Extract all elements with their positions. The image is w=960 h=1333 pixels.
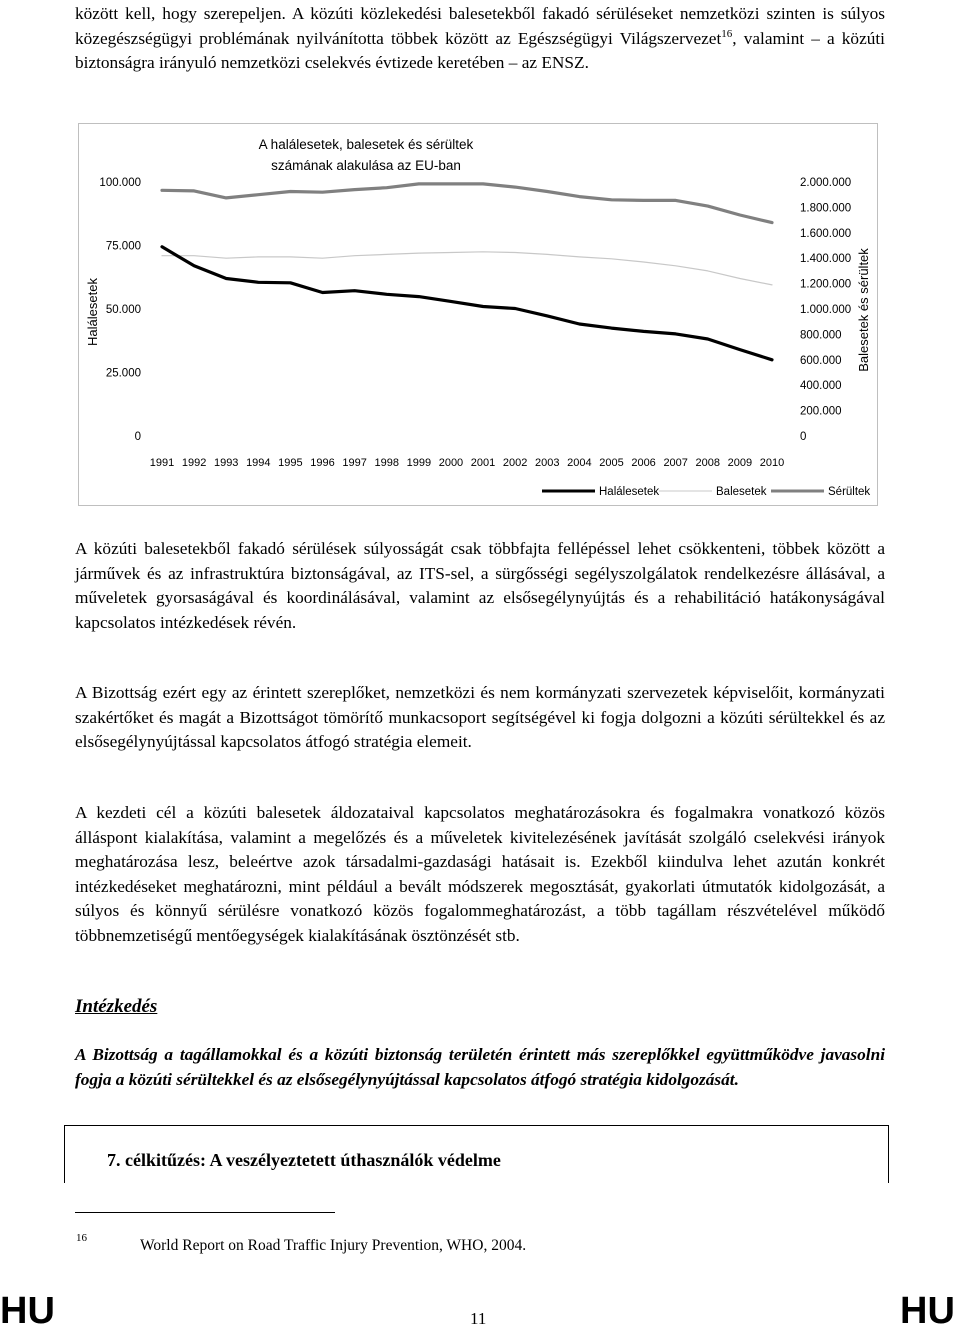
page-number: 11 (470, 1309, 487, 1328)
x-tick-label: 1993 (213, 457, 239, 469)
intro-text-2: , valamint – a közúti biztonságra irányuló nemzetközi cselekvés évtizede keretében – az ENSZ. (75, 28, 885, 72)
x-tick-label: 1992 (181, 457, 207, 469)
language-code-right: HU (900, 1290, 955, 1332)
x-tick-label: 2005 (599, 457, 624, 469)
x-tick-label: 2003 (535, 457, 560, 469)
series-line-balesetek (162, 252, 772, 285)
y-left-tick-label: 25.000 (105, 367, 141, 380)
y-left-tick-label: 50.000 (105, 304, 141, 316)
intro-text-1: között kell, hogy szerepeljen. A közúti közlekedési balesetekből fakadó sérüléseket nemzetközi szinten is súlyos közegészségügyi problémának nyilvánította többek között az Egészségügyi Világszervezet (75, 4, 885, 48)
intro-paragraph (75, 2, 885, 76)
x-tick-label: 1998 (374, 457, 399, 469)
x-tick-label: 2000 (438, 457, 464, 469)
x-tick-label: 1995 (278, 457, 303, 469)
y-left-tick-label: 100.000 (99, 177, 141, 189)
y-right-tick-label: 1.400.000 (800, 253, 852, 266)
footnote-reference[interactable]: 16 (721, 27, 733, 40)
accident-trend-chart (78, 123, 878, 506)
legend-label-halálesetek: Halálesetek (599, 486, 660, 498)
chart-title-line-2: számának alakulása az EU-ban (271, 158, 461, 173)
y-right-tick-label: 0 (800, 431, 807, 443)
y-right-tick-label: 1.600.000 (800, 227, 852, 240)
paragraph-commission-working-group: A Bizottság ezért egy az érintett szereplőket, nemzetközi és nem kormányzati szervezetek képviselőit, kormányzati szakértőket és magát a Bizottságot tömörítő munkacsoport segítségével ki fogja dolgozni a közúti sérültekkel és az elsősegélynyújtással kapcsolatos átfogó stratégia elemeit. (75, 683, 885, 751)
x-tick-label: 2004 (567, 457, 592, 469)
x-tick-label: 2007 (663, 457, 688, 469)
x-tick-label: 2001 (470, 457, 496, 469)
x-tick-label: 2006 (631, 457, 656, 469)
footnote-separator (75, 1212, 335, 1213)
y-right-tick-label: 600.000 (800, 354, 842, 367)
paragraph-injury-severity: A közúti balesetekből fakadó sérülések súlyosságát csak többfajta fellépéssel lehet csökkenteni, többek között a járművek és az infrastruktúra biztonságával, az ITS-sel, a sürgősségi segélyszolgálatok rendelkezésre állásával, a műveletek gyorsaságával és koordinálásával, valamint az elsősegélynyújtás és a rehabilitáció hatákonyságával kapcsolatos intézkedések révén. (75, 539, 885, 632)
y-right-tick-label: 400.000 (800, 380, 842, 393)
y-right-tick-label: 1.800.000 (800, 202, 852, 215)
x-tick-label: 2010 (759, 457, 785, 469)
y-axis-right-label: Balesetek és sérültek (856, 248, 871, 372)
paragraph-initial-goal: A kezdeti cél a közúti balesetek áldozataival kapcsolatos meghatározásokra és fogalmakra vonatkozó közös álláspont kialakítása, valamint a megelőzés és a műveletek kivitelezésének javítását szolgáló cselekvési irányok meghatározása lesz, beleértve azok társadalmi-gazdasági hatásait is. Ezekből kiindulva lehet azután konkrét intézkedéseket meghatározni, mint például a bevált módszerek megosztását, gyakorlati útmutatók kidolgozását, a súlyos és könnyű sérülésre vonatkozó közös fogalommeghatározást, a több tagállam részvételével működő többnemzetiségű mentőegységek kialakításának ösztönzését stb. (75, 803, 885, 945)
chart-canvas (79, 124, 877, 505)
y-left-tick-label: 75.000 (105, 240, 141, 253)
chart-title-line-1: A halálesetek, balesetek és sérültek (258, 137, 474, 152)
y-right-tick-label: 1.200.000 (800, 278, 852, 291)
x-tick-label: 2009 (727, 457, 753, 469)
series-line-halálesetek (162, 247, 772, 360)
y-right-tick-label: 800.000 (800, 329, 842, 342)
y-right-tick-label: 1.000.000 (800, 304, 852, 316)
legend-label-balesetek: Balesetek (716, 486, 767, 498)
x-tick-label: 1991 (149, 457, 175, 469)
measure-heading: Intézkedés (75, 996, 158, 1017)
x-tick-label: 2002 (502, 457, 528, 469)
y-axis-left-label: Halálesetek (85, 278, 100, 346)
objective-heading: 7. célkitűzés: A veszélyeztetett úthasználók védelme (107, 1150, 501, 1170)
x-tick-label: 1994 (246, 457, 271, 469)
series-line-sérültek (162, 184, 772, 223)
x-tick-label: 2008 (695, 457, 721, 469)
footnote-number: 16 (76, 1232, 87, 1244)
footnote-text: World Report on Road Traffic Injury Prevention, WHO, 2004. (140, 1237, 527, 1254)
measure-text: A Bizottság a tagállamokkal és a közúti biztonság területén érintett más szereplőkkel együttműködve javasolni fogja a közúti sérültekkel és az elsősegélynyújtással kapcsolatos átfogó stratégia kidolgozását. (75, 1045, 885, 1089)
legend-label-sérültek: Sérültek (828, 486, 871, 498)
language-code-left: HU (0, 1290, 55, 1332)
x-tick-label: 1997 (342, 457, 367, 469)
objective-box (64, 1125, 889, 1183)
y-right-tick-label: 200.000 (800, 405, 842, 418)
y-left-tick-label: 0 (134, 431, 141, 443)
y-right-tick-label: 2.000.000 (800, 177, 852, 189)
x-tick-label: 1999 (406, 457, 432, 469)
x-tick-label: 1996 (310, 457, 335, 469)
